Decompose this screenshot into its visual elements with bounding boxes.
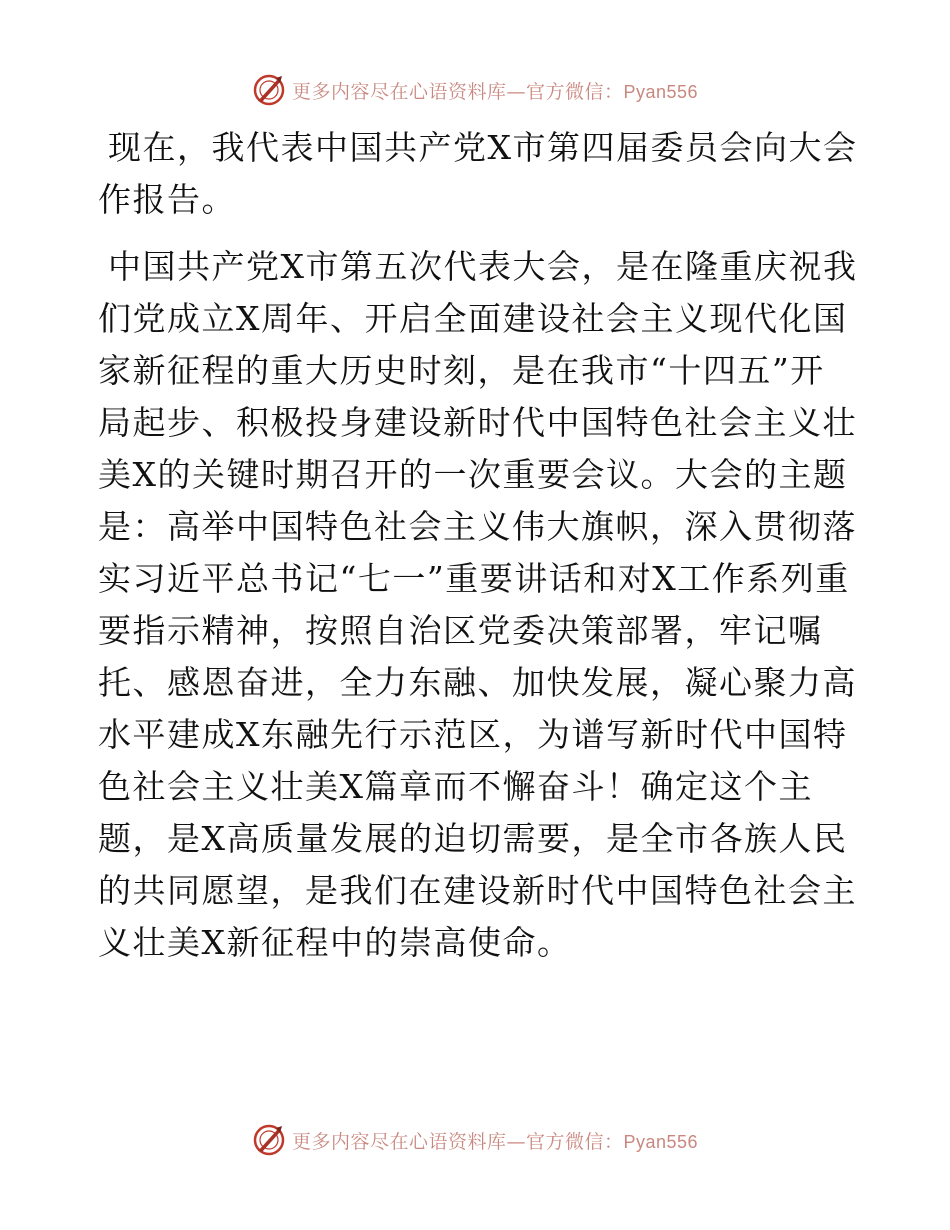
footer-banner-text	[292, 1127, 698, 1154]
header-banner-text	[292, 77, 698, 104]
header-banner	[0, 70, 950, 110]
document-body	[98, 122, 858, 969]
footer-wechat-id: Pyan556	[623, 1131, 699, 1152]
footer-banner-label: 更多内容尽在心语资料库—官方微信：	[291, 1130, 624, 1153]
paragraph-main: 中国共产党X市第五次代表大会，是在隆重庆祝我们党成立X周年、开启全面建设社会主义现代化国家新征程的重大历史时刻，是在我市“十四五”开局起步、积极投身建设新时代中国特色社会主义壮美X的关键时期召开的一次重要会议。大会的主题是：高举中国特色社会主义伟大旗帜，深入贯彻落实习近平总书记“七一”重要讲话和对X工作系列重要指示精神，按照自治区党委决策部署，牢记嘱托、感恩奋进，全力东融、加快发展，凝心聚力高水平建成X东融先行示范区，为谱写新时代中国特色社会主义壮美X篇章而不懈奋斗！确定这个主题，是X高质量发展的迫切需要，是全市各族人民的共同愿望，是我们在建设新时代中国特色社会主义壮美X新征程中的崇高使命。	[98, 247, 858, 962]
quill-seal-icon	[252, 1123, 286, 1157]
paragraph-intro: 现在，我代表中国共产党X市第四届委员会向大会作报告。	[98, 128, 858, 219]
footer-banner	[0, 1120, 950, 1160]
quill-seal-icon	[252, 73, 286, 107]
header-banner-label: 更多内容尽在心语资料库—官方微信：	[291, 80, 624, 103]
header-wechat-id: Pyan556	[623, 81, 699, 102]
